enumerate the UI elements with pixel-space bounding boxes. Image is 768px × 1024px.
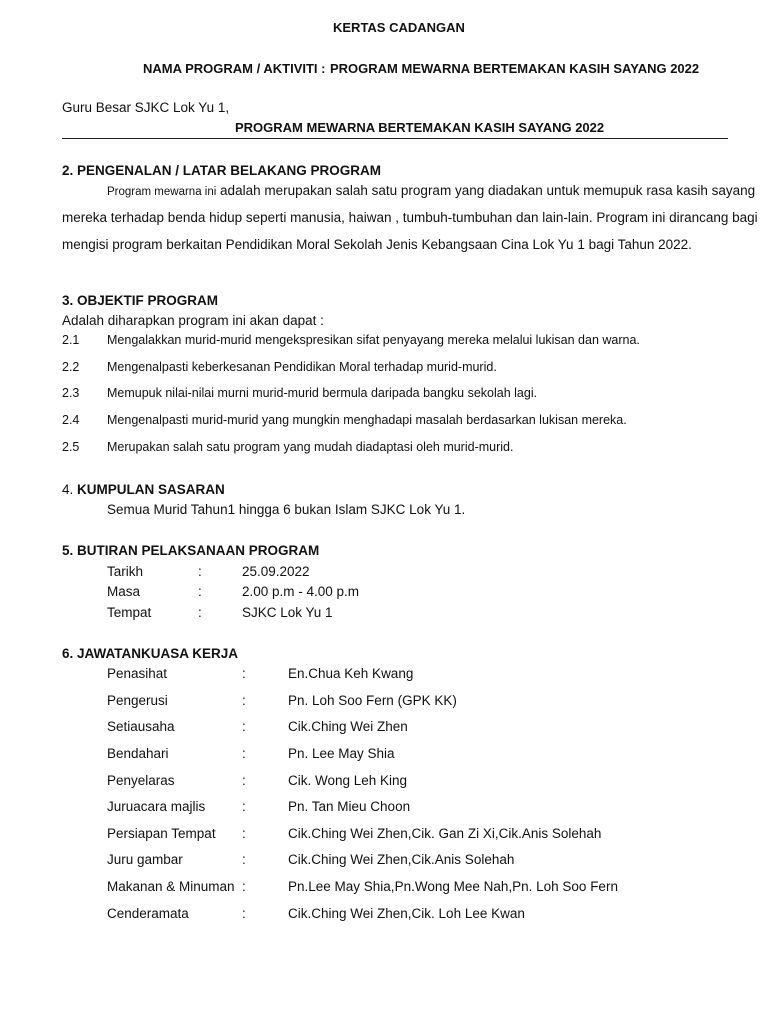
document-title: KERTAS CADANGAN (333, 20, 465, 35)
objective-number: 2.1 (62, 333, 80, 347)
section-4-number: 4. (62, 482, 74, 497)
section-5-heading: 5. BUTIRAN PELAKSANAAN PROGRAM (62, 543, 320, 558)
objective-number: 2.5 (62, 440, 80, 454)
committee-member: Pn.Lee May Shia,Pn.Wong Mee Nah,Pn. Loh Soo Fern (288, 879, 618, 894)
committee-separator: : (242, 773, 246, 788)
section-6-heading: 6. JAWATANKUASA KERJA (62, 646, 239, 661)
objective-text: Mengenalpasti keberkesanan Pendidikan Moral terhadap murid-murid. (107, 360, 497, 374)
committee-role: Bendahari (107, 746, 169, 761)
section-2-line-1 (107, 183, 755, 198)
committee-member: Cik.Ching Wei Zhen (288, 719, 408, 734)
subject-line: PROGRAM MEWARNA BERTEMAKAN KASIH SAYANG 2022 (235, 120, 605, 135)
objective-text: Memupuk nilai-nilai murni murid-murid bermula daripada bangku sekolah lagi. (107, 386, 538, 400)
committee-separator: : (242, 666, 246, 681)
objective-text: Mengalakkan murid-murid mengekspresikan sifat penyayang mereka melalui lukisan dan warna. (107, 333, 640, 347)
section-2-line-1-rest: adalah merupakan salah satu program yang diadakan untuk memupuk rasa kasih sayang (216, 183, 756, 198)
objective-text: Mengenalpasti murid-murid yang mungkin menghadapi masalah berdasarkan lukisan mereka. (107, 413, 627, 427)
detail-label: Tempat (107, 605, 152, 620)
section-4-text: Semua Murid Tahun1 hingga 6 bukan Islam SJKC Lok Yu 1. (107, 502, 466, 517)
committee-member: Cik.Ching Wei Zhen,Cik. Loh Lee Kwan (288, 906, 525, 921)
committee-separator: : (242, 879, 246, 894)
detail-separator: : (198, 584, 202, 599)
committee-role: Juruacara majlis (107, 799, 206, 814)
objective-text: Merupakan salah satu program yang mudah diadaptasi oleh murid-murid. (107, 440, 514, 454)
committee-separator: : (242, 799, 246, 814)
program-name: PROGRAM MEWARNA BERTEMAKAN KASIH SAYANG 2022 (330, 61, 700, 76)
committee-member: Pn. Loh Soo Fern (GPK KK) (288, 693, 457, 708)
detail-separator: : (198, 564, 202, 579)
committee-role: Penasihat (107, 666, 168, 681)
section-2-line-3: mengisi program berkaitan Pendidikan Moral Sekolah Jenis Kebangsaan Cina Lok Yu 1 bagi Tahun 2022. (62, 237, 692, 252)
committee-role: Juru gambar (107, 852, 183, 867)
detail-value: SJKC Lok Yu 1 (242, 605, 333, 620)
program-label: NAMA PROGRAM / AKTIVITI : (143, 61, 326, 76)
section-2-heading: 2. PENGENALAN / LATAR BELAKANG PROGRAM (62, 163, 382, 178)
section-2-line-1-start: Program mewarna ini (107, 186, 217, 198)
committee-member: En.Chua Keh Kwang (288, 666, 414, 681)
committee-member: Cik. Wong Leh King (288, 773, 408, 788)
subject-underline (62, 138, 728, 139)
section-4-title: KUMPULAN SASARAN (77, 482, 225, 497)
committee-role: Penyelaras (107, 773, 175, 788)
addressee: Guru Besar SJKC Lok Yu 1, (62, 100, 230, 115)
section-2-line-2: mereka terhadap benda hidup seperti manusia, haiwan , tumbuh-tumbuhan dan lain-lain. Program ini dirancang bagi (62, 210, 758, 225)
committee-role: Cenderamata (107, 906, 189, 921)
committee-separator: : (242, 852, 246, 867)
committee-member: Cik.Ching Wei Zhen,Cik.Anis Solehah (288, 852, 515, 867)
objective-number: 2.2 (62, 360, 80, 374)
detail-label: Tarikh (107, 564, 144, 579)
committee-role: Persiapan Tempat (107, 826, 216, 841)
committee-role: Makanan & Minuman (107, 879, 235, 894)
detail-value: 25.09.2022 (242, 564, 310, 579)
committee-separator: : (242, 906, 246, 921)
section-4-heading (62, 482, 225, 497)
section-3-heading: 3. OBJEKTIF PROGRAM (62, 293, 219, 308)
section-3-intro: Adalah diharapkan program ini akan dapat : (62, 313, 324, 328)
detail-separator: : (198, 605, 202, 620)
committee-separator: : (242, 693, 246, 708)
objective-number: 2.3 (62, 386, 80, 400)
committee-member: Cik.Ching Wei Zhen,Cik. Gan Zi Xi,Cik.Anis Solehah (288, 826, 602, 841)
committee-role: Pengerusi (107, 693, 168, 708)
committee-separator: : (242, 719, 246, 734)
objective-number: 2.4 (62, 413, 80, 427)
committee-separator: : (242, 746, 246, 761)
committee-member: Pn. Tan Mieu Choon (288, 799, 411, 814)
detail-value: 2.00 p.m - 4.00 p.m (242, 584, 360, 599)
committee-separator: : (242, 826, 246, 841)
committee-member: Pn. Lee May Shia (288, 746, 395, 761)
committee-role: Setiausaha (107, 719, 175, 734)
detail-label: Masa (107, 584, 141, 599)
